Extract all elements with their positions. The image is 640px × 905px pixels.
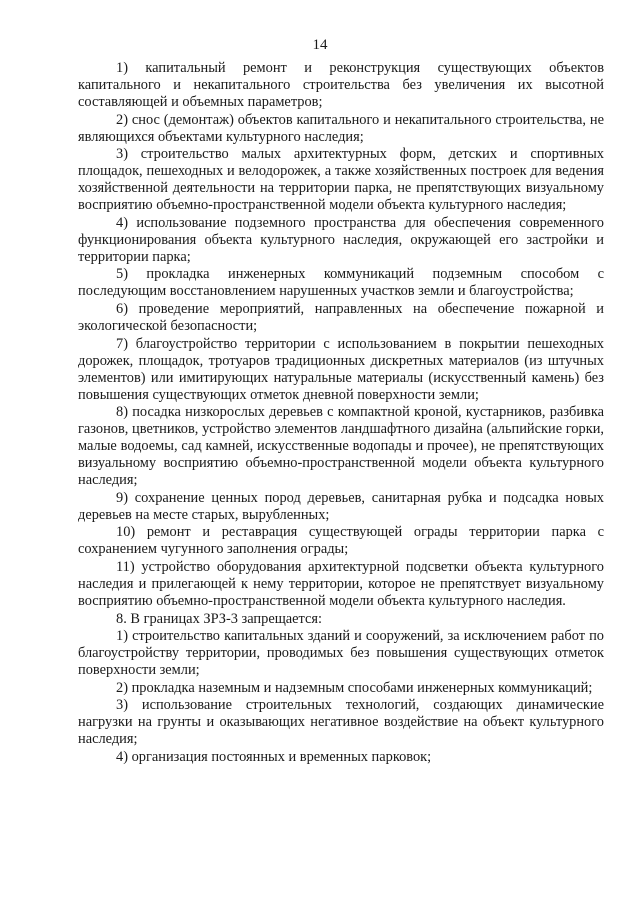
paragraph-permitted-1: 1) капитальный ремонт и реконструкция существующих объектов капитального и некапитального строительства без увеличения их высотной составляющей и объемных параметров; [78, 60, 604, 110]
paragraph-permitted-2: 2) снос (демонтаж) объектов капитального и некапитального строительства, не являющихся объектами культурного наследия; [78, 111, 604, 145]
paragraph-permitted-11: 11) устройство оборудования архитектурной подсветки объекта культурного наследия и прилегающей к нему территории, которое не препятствует визуальному восприятию объемно-пространственной модели объекта культурного наследия. [78, 558, 604, 609]
paragraph-prohibited-4: 4) организация постоянных и временных парковок; [116, 748, 432, 765]
paragraph-prohibited-3: 3) использование строительных технологий, создающих динамические нагрузки на грунты и оказывающих негативное воздействие на объект культурного наследия; [78, 697, 604, 748]
paragraph-permitted-7: 7) благоустройство территории с использованием в покрытии пешеходных дорожек, площадок, тротуаров традиционных дискретных материалов (из штучных элементов) или имитирующих натуральные материалы (искусственный камень) без повышения существующих отметок дневной поверхности земли; [78, 335, 604, 403]
paragraph-prohibited-1: 1) строительство капитальных зданий и сооружений, за исключением работ по благоустройству территории, проводимых без повышения существующих отметок поверхности земли; [78, 628, 604, 679]
paragraph-permitted-3: 3) строительство малых архитектурных форм, детских и спортивных площадок, пешеходных и велодорожек, а также хозяйственных построек для ведения хозяйственной деятельности на территории парка, не препятствующих визуальному восприятию объемно-пространственной модели объекта культурного наследия; [78, 146, 604, 214]
paragraph-permitted-4: 4) использование подземного пространства для обеспечения современного функционирования объекта культурного наследия, окружающей его застройки и территории парка; [78, 214, 604, 265]
paragraph-permitted-6: 6) проведение мероприятий, направленных на обеспечение пожарной и экологической безопасности; [78, 300, 604, 334]
document-body [78, 60, 604, 767]
paragraph-prohibited-2: 2) прокладка наземным и надземным способами инженерных коммуникаций; [116, 679, 593, 696]
paragraph-permitted-9: 9) сохранение ценных пород деревьев, санитарная рубка и подсадка новых деревьев на месте старых, вырубленных; [78, 489, 604, 523]
paragraph-permitted-10: 10) ремонт и реставрация существующей ограды территории парка с сохранением чугунного заполнения ограды; [78, 524, 604, 558]
page-number: 14 [312, 37, 328, 53]
section-heading-zrz3: 8. В границах ЗРЗ-3 запрещается: [116, 610, 323, 627]
paragraph-permitted-5: 5) прокладка инженерных коммуникаций подземным способом с последующим восстановлением нарушенных участков земли и благоустройства; [78, 266, 604, 300]
paragraph-permitted-8: 8) посадка низкорослых деревьев с компактной кроной, кустарников, разбивка газонов, цветников, устройство элементов ландшафтного дизайна (альпийские горки, малые водоемы, сад камней, искусственные водопады и прочее), не препятствующих визуальному восприятию объемно-пространственной модели объекта культурного наследия; [78, 404, 604, 489]
